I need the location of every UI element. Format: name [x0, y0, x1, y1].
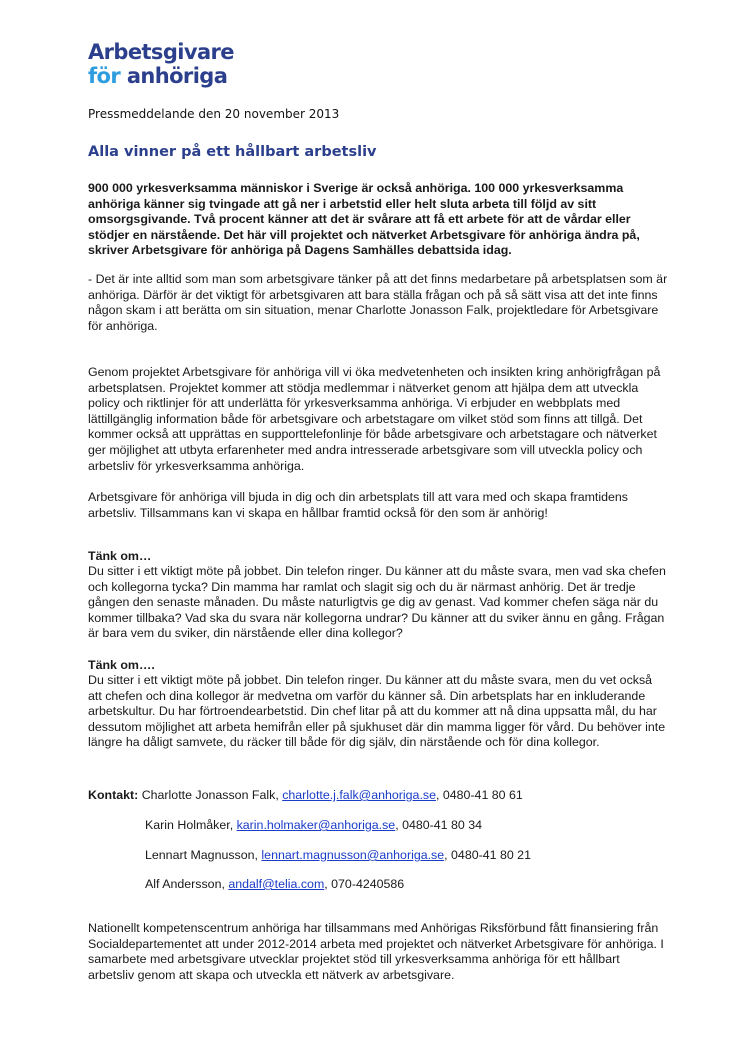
contact-phone: , 070-4240586 — [324, 877, 405, 891]
date-line: Pressmeddelande den 20 november 2013 — [88, 107, 340, 121]
contact-label: Kontakt: — [88, 788, 139, 802]
contact-phone: , 0480-41 80 21 — [444, 848, 531, 862]
organization-logo — [88, 40, 234, 88]
lead-paragraph: 900 000 yrkesverksamma människor i Sverige är också anhöriga. 100 000 yrkesverksamma anhöriga känner sig tvingade att gå ner i arbetstid eller helt sluta arbeta till följd av sitt omsorgsgivande. Två procent känner att det är svårare att få ett arbete för att de vårdar eller stödjer en närstående. Det här vill projektet och nätverket Arbetsgivare för anhöriga ändra på, skriver Arbetsgivare för anhöriga på Dagens Samhälles debattsida idag. — [88, 181, 640, 258]
logo-line-1: Arbetsgivare — [88, 40, 234, 64]
contact-email-link[interactable]: charlotte.j.falk@anhoriga.se — [282, 788, 436, 802]
logo-word-anhoriga: anhöriga — [120, 64, 228, 88]
contact-name: Karin Holmåker, — [145, 818, 237, 832]
think-body-2: Du sitter i ett viktigt möte på jobbet. Din telefon ringer. Du känner att du måste svara, men du vet också att chefen och dina kollegor är medvetna om varför du känner så. Din arbetsplats har en inkluderande arbetskultur. Du har förtroendearbetstid. Din chef litar på att du kommer att nå dina uppsatta mål, du har dessutom möjlighet att arbeta hemifrån eller på sjukhuset där din mamma ligger för vård. Du behöver inte längre ha dåligt samvete, du räcker till både för dig själv, din närstående och för dina kollegor. — [88, 673, 666, 750]
contact-phone: , 0480-41 80 34 — [395, 818, 482, 832]
think-heading-2: Tänk om…. — [88, 658, 155, 672]
contact-phone: , 0480-41 80 61 — [435, 788, 523, 802]
contact-row-4 — [145, 877, 404, 891]
body-paragraph-1: Genom projektet Arbetsgivare för anhöriga vill vi öka medvetenheten och insikten kring anhörigfrågan på arbetsplatsen. Projektet kommer att stödja medlemmar i nätverket genom att hjälpa dem att utveckla policy och riktlinjer för att underlätta för yrkesverksamma anhöriga. Vi erbjuder en webbplats med lättillgänglig information både för arbetsgivare och arbetstagare om vilket stöd som finns att tillgå. Det kommer också att upprättas en supporttelefonlinje för både arbetsgivare och arbetstagare och nätverket ger möjlighet att utbyta erfarenheter med andra intresserade arbetsgivare som vill utveckla policy och arbetsliv för yrkesverksamma anhöriga. — [88, 365, 661, 473]
contact-name: Lennart Magnusson, — [145, 848, 262, 862]
contact-email-link[interactable]: andalf@telia.com — [228, 877, 325, 891]
think-body-1: Du sitter i ett viktigt möte på jobbet. Din telefon ringer. Du känner att du måste svara, men vad ska chefen och kollegorna tycka? Din mamma har ramlat och slagit sig och du är närmast anhörig. Det är tredje gången den senaste månaden. Du måste naturligtvis ge dig av genast. Vad kommer chefen säga när du kommer tillbaka? Vad ska du svara när kollegorna undrar? Du känner att du sviker ännu en gång. Frågan är bara vem du sviker, din närstående eller dina kollegor? — [88, 564, 666, 641]
contact-email-link[interactable]: karin.holmaker@anhoriga.se — [236, 818, 396, 832]
contact-row-3 — [145, 848, 531, 862]
body-paragraph-2: Arbetsgivare för anhöriga vill bjuda in dig och din arbetsplats till att vara med och skapa framtidens arbetsliv. Tillsammans kan vi skapa en hållbar framtid också för den som är anhörig! — [88, 490, 628, 520]
contact-email-link[interactable]: lennart.magnusson@anhoriga.se — [261, 848, 445, 862]
think-heading-1: Tänk om… — [88, 549, 152, 563]
headline: Alla vinner på ett hållbart arbetsliv — [88, 144, 377, 160]
logo-line-2 — [88, 64, 234, 88]
footer-paragraph: Nationellt kompetenscentrum anhöriga har tillsammans med Anhörigas Riksförbund fått finansiering från Socialdepartementet att under 2012-2014 arbeta med projektet och nätverket Arbetsgivare för anhöriga. I samarbete med arbetsgivare utvecklar projektet stöd till yrkesverksamma anhöriga för ett hållbart arbetsliv genom att skapa och utveckla ett nätverk av arbetsgivare. — [88, 921, 664, 982]
contact-name: Charlotte Jonasson Falk, — [141, 788, 283, 802]
contact-name: Alf Andersson, — [145, 877, 229, 891]
contact-row-1 — [88, 788, 523, 802]
contact-row-2 — [145, 818, 482, 832]
quote-paragraph: - Det är inte alltid som man som arbetsgivare tänker på att det finns medarbetare på arbetsplatsen som är anhöriga. Därför är det viktigt för arbetsgivaren att bara ställa frågan och på så sätt visa att det inte finns någon skam i att berätta om sin situation, menar Charlotte Jonasson Falk, projektledare för Arbetsgivare för anhöriga. — [88, 272, 668, 333]
logo-word-for: för — [88, 64, 121, 88]
